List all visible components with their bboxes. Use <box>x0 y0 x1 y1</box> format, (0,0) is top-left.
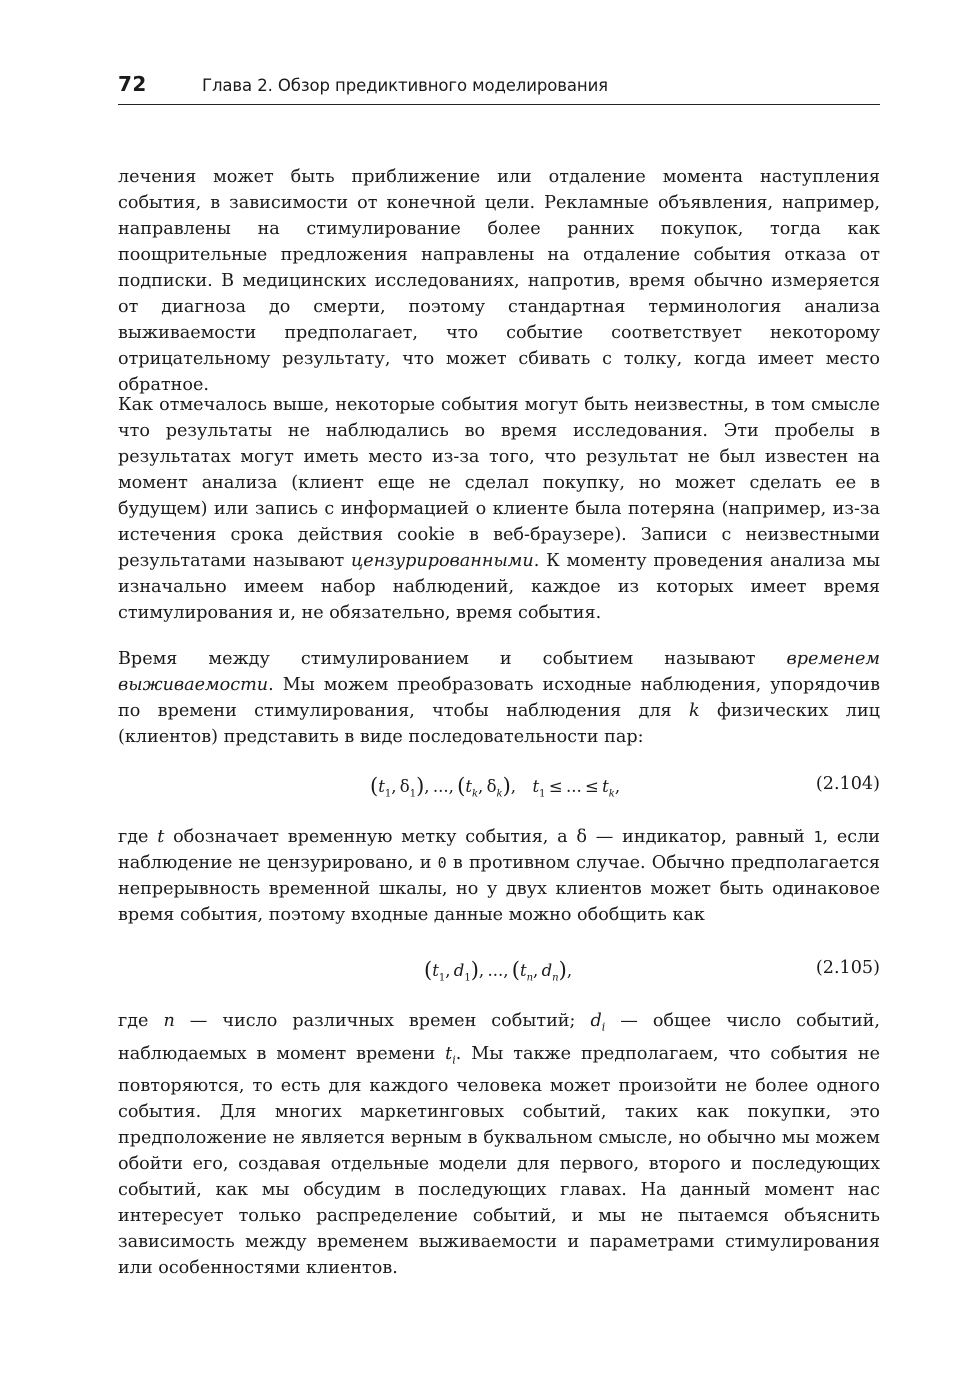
p5-text-4: . Мы также предполагаем, что события не повторяются, то есть для каждого человека может произойти не более одного события. Для многих маркетинговых событий, таких как покупки, это предположение не является верным в буквальном смысле, но обычно мы можем обойти его, создавая отдельные модели для первого, второго и последующих событий, как мы обсудим в последующих главах. На данный момент нас интересует только распределение событий, и мы не пытаемся объяснить зависимость между временем выживаемости и параметрами стимулирования или особенностями клиентов. <box>118 1043 880 1279</box>
p5-text-3: — общее число событий, наблюдаемых в момент времени <box>118 1011 880 1064</box>
p2-text-before: Как отмечалось выше, некоторые события могут быть неизвестны, в том смысле что результаты не наблюдались во время исследования. Эти пробелы в результатах могут иметь место из-за того, что результат не был известен на момент анализа (клиент еще не сделал покупку, но может сделать ее в будущем) или запись с информацией о клиенте была потеряна (например, из-за истечения срока действия cookie в веб-браузере). Записи с неизвестными результатами называют <box>118 395 880 571</box>
equation-2-104 <box>118 772 880 802</box>
p3-text-middle: . Мы можем преобразовать исходные наблюдения, упорядочив по времени стимулирования, чтобы наблюдения для <box>118 675 880 721</box>
p4-code-one: 1 <box>813 828 823 846</box>
running-header <box>118 70 880 105</box>
p4-text-1: где <box>118 827 158 847</box>
p5-sub-i: i <box>601 1020 606 1034</box>
p5-sub-i-2: i <box>452 1053 456 1067</box>
p4-text-4: в противном случае. Обычно предполагается непрерывность временной шкалы, но у двух клиентов может быть одинаковое время события, поэтому входные данные можно обобщить как <box>118 853 880 925</box>
p5-var-n: n <box>163 1011 175 1031</box>
equation-2-104-body: ($t_1$, $\delta_1$), ..., ($t_k$, $\delta_k$), $t_1$ ≤ ... ≤ $t_k$, <box>370 774 621 800</box>
p5-text-1: где <box>118 1011 164 1031</box>
paragraph-1: лечения может быть приближение или отдаление момента наступления события, в зависимости от конечной цели. Рекламные объявления, например, направлены на стимулирование более ранних покупок, тогда как поощрительные предложения направлены на отдаление события отказа от подписки. В медицинских исследованиях, напротив, время обычно измеряется от диагноза до смерти, поэтому стандартная терминология анализа выживаемости предполагает, что событие соответствует некоторому отрицательному результату, что может сбивать с толку, когда имеет место обратное. <box>118 167 880 395</box>
page-number: 72 <box>118 72 147 96</box>
paragraph-3 <box>118 646 880 750</box>
p2-text-after: . К моменту проведения анализа мы изначально имеем набор наблюдений, каждое из которых имеет время стимулирования и, не обязательно, время события. <box>118 551 880 623</box>
chapter-title: Глава 2. Обзор предиктивного моделирования <box>202 76 609 95</box>
p3-emphasis-survival-time: временем выживаемости <box>118 649 880 695</box>
equation-number-2-104: (2.104) <box>815 774 880 794</box>
p4-code-zero: 0 <box>437 854 447 872</box>
p5-var-t: t <box>445 1043 453 1064</box>
equation-2-105-body: ($t_1$, $d_1$), ..., ($t_n$, $d_n$), <box>424 958 573 984</box>
p4-text-2: обозначает временную метку события, а δ — индикатор, равный <box>164 827 814 847</box>
equation-2-105 <box>118 956 880 986</box>
p3-var-k: k <box>689 701 700 721</box>
paragraph-5 <box>118 1008 880 1281</box>
p2-emphasis-censored: цензурированными <box>351 551 534 571</box>
equation-number-2-105: (2.105) <box>815 958 880 978</box>
p4-var-t: t <box>157 827 165 847</box>
paragraph-4 <box>118 824 880 928</box>
p5-text-2: — число различных времен событий; <box>174 1011 591 1031</box>
p4-text-3: , если наблюдение не цензурировано, и <box>118 827 880 873</box>
paragraph-2 <box>118 392 880 626</box>
p3-text-after: физических лиц (клиентов) представить в виде последовательности пар: <box>118 701 880 747</box>
p3-text-before: Время между стимулированием и событием называют <box>118 649 787 669</box>
p5-var-d: d <box>590 1011 602 1031</box>
